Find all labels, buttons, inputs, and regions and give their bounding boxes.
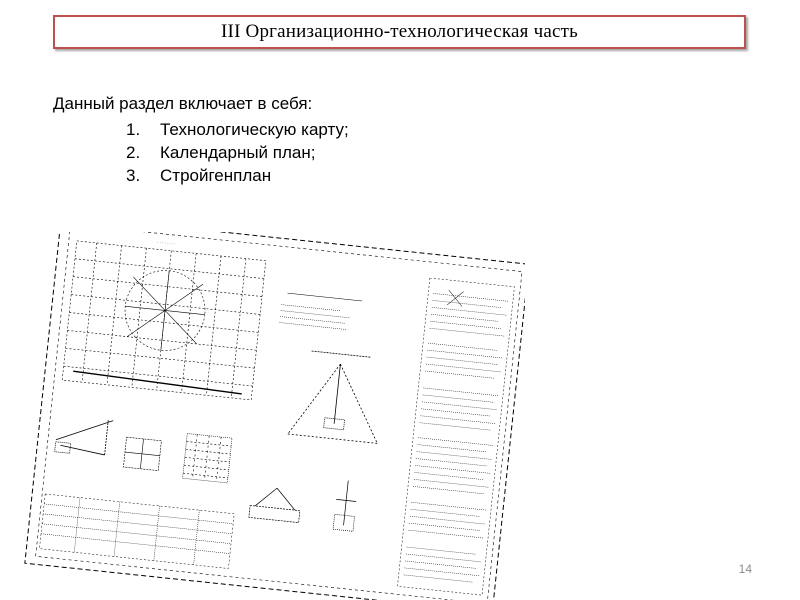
page-number: 14 xyxy=(738,562,752,576)
list-item-text: Стройгенплан xyxy=(160,166,272,185)
slide-title: III Организационно-технологическая часть xyxy=(221,21,578,42)
list-number: 2. xyxy=(126,143,141,162)
list-item xyxy=(126,164,349,187)
list-item xyxy=(126,118,349,141)
svg-text:· · · · · · · ·: · · · · · · · · xyxy=(156,239,176,247)
list-item-text: Календарный план; xyxy=(160,143,316,162)
list-item-text: Технологическую карту; xyxy=(160,120,349,139)
slide-title-box xyxy=(53,15,746,49)
list-number: 1. xyxy=(126,120,141,139)
intro-text: Данный раздел включает в себя: xyxy=(53,94,313,113)
list-item xyxy=(126,141,349,164)
list-number: 3. xyxy=(126,166,141,185)
technological-map-drawing xyxy=(20,232,525,600)
section-list xyxy=(126,118,349,187)
drawing-sheet-image xyxy=(20,232,525,600)
